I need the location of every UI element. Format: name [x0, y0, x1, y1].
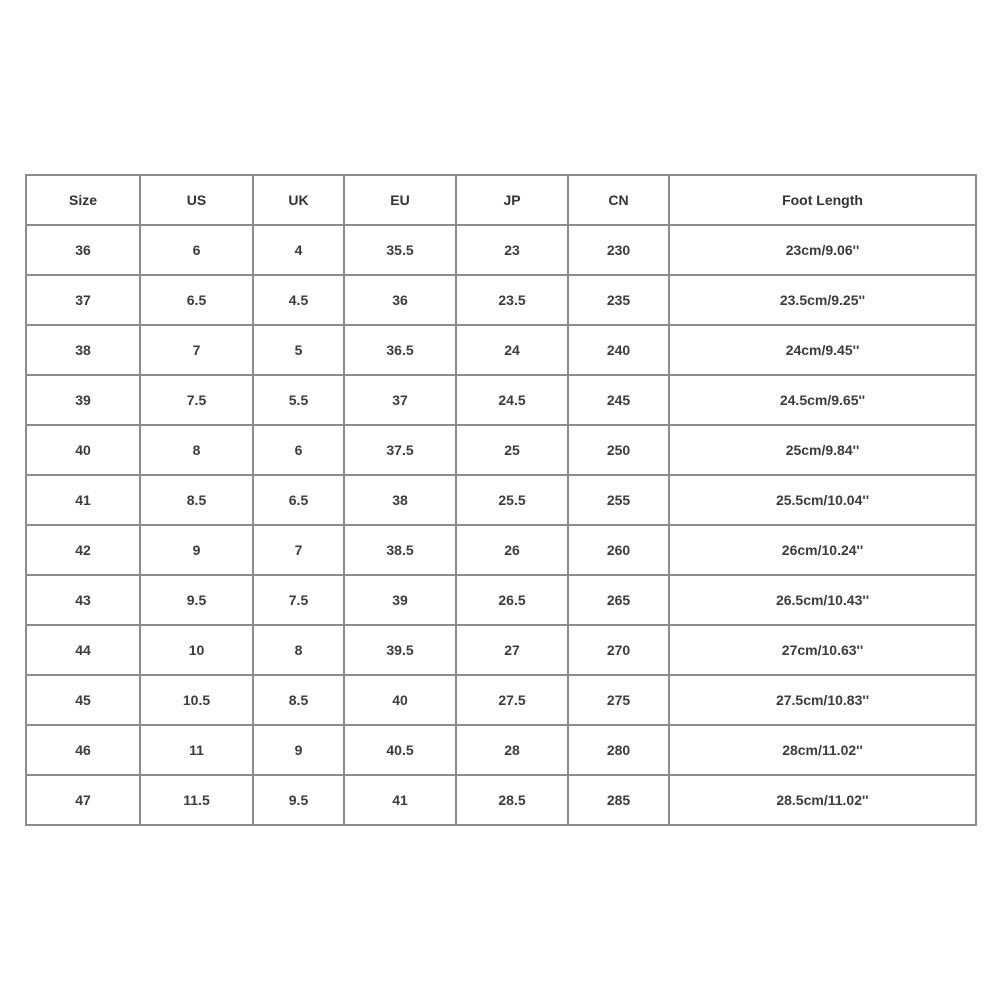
- cell-foot-length: 25.5cm/10.04'': [669, 475, 976, 525]
- cell-jp: 25.5: [456, 475, 568, 525]
- cell-foot-length: 24.5cm/9.65'': [669, 375, 976, 425]
- cell-cn: 285: [568, 775, 669, 825]
- cell-eu: 37.5: [344, 425, 456, 475]
- cell-eu: 41: [344, 775, 456, 825]
- cell-size: 41: [26, 475, 140, 525]
- cell-uk: 7: [253, 525, 344, 575]
- cell-us: 9: [140, 525, 253, 575]
- cell-jp: 23.5: [456, 275, 568, 325]
- cell-foot-length: 27cm/10.63'': [669, 625, 976, 675]
- cell-uk: 7.5: [253, 575, 344, 625]
- cell-size: 45: [26, 675, 140, 725]
- cell-uk: 9: [253, 725, 344, 775]
- cell-eu: 38: [344, 475, 456, 525]
- cell-uk: 5.5: [253, 375, 344, 425]
- cell-eu: 36.5: [344, 325, 456, 375]
- cell-jp: 24: [456, 325, 568, 375]
- cell-size: 42: [26, 525, 140, 575]
- cell-cn: 265: [568, 575, 669, 625]
- cell-eu: 37: [344, 375, 456, 425]
- cell-cn: 260: [568, 525, 669, 575]
- cell-uk: 8.5: [253, 675, 344, 725]
- header-eu: EU: [344, 175, 456, 225]
- table-row: [26, 275, 976, 325]
- cell-cn: 250: [568, 425, 669, 475]
- cell-size: 43: [26, 575, 140, 625]
- cell-jp: 28: [456, 725, 568, 775]
- cell-cn: 255: [568, 475, 669, 525]
- cell-jp: 26: [456, 525, 568, 575]
- cell-foot-length: 23.5cm/9.25'': [669, 275, 976, 325]
- cell-foot-length: 28cm/11.02'': [669, 725, 976, 775]
- cell-size: 38: [26, 325, 140, 375]
- cell-us: 6.5: [140, 275, 253, 325]
- cell-us: 8: [140, 425, 253, 475]
- table-row: [26, 625, 976, 675]
- cell-foot-length: 26cm/10.24'': [669, 525, 976, 575]
- cell-jp: 25: [456, 425, 568, 475]
- cell-foot-length: 28.5cm/11.02'': [669, 775, 976, 825]
- size-chart-table: [25, 174, 977, 826]
- cell-foot-length: 24cm/9.45'': [669, 325, 976, 375]
- cell-us: 7: [140, 325, 253, 375]
- cell-size: 46: [26, 725, 140, 775]
- cell-cn: 235: [568, 275, 669, 325]
- cell-foot-length: 26.5cm/10.43'': [669, 575, 976, 625]
- table-body: [26, 225, 976, 825]
- cell-us: 6: [140, 225, 253, 275]
- cell-uk: 4.5: [253, 275, 344, 325]
- cell-eu: 39.5: [344, 625, 456, 675]
- table-row: [26, 375, 976, 425]
- cell-jp: 23: [456, 225, 568, 275]
- table-row: [26, 675, 976, 725]
- cell-us: 9.5: [140, 575, 253, 625]
- header-row: [26, 175, 976, 225]
- cell-uk: 6: [253, 425, 344, 475]
- cell-uk: 8: [253, 625, 344, 675]
- cell-foot-length: 27.5cm/10.83'': [669, 675, 976, 725]
- table-row: [26, 475, 976, 525]
- header-jp: JP: [456, 175, 568, 225]
- cell-jp: 24.5: [456, 375, 568, 425]
- cell-size: 36: [26, 225, 140, 275]
- cell-jp: 27: [456, 625, 568, 675]
- cell-uk: 5: [253, 325, 344, 375]
- table-row: [26, 525, 976, 575]
- table-row: [26, 775, 976, 825]
- cell-jp: 28.5: [456, 775, 568, 825]
- header-size: Size: [26, 175, 140, 225]
- cell-cn: 245: [568, 375, 669, 425]
- cell-cn: 280: [568, 725, 669, 775]
- cell-cn: 270: [568, 625, 669, 675]
- cell-eu: 40.5: [344, 725, 456, 775]
- cell-jp: 27.5: [456, 675, 568, 725]
- cell-eu: 36: [344, 275, 456, 325]
- cell-us: 10: [140, 625, 253, 675]
- cell-us: 11: [140, 725, 253, 775]
- cell-size: 44: [26, 625, 140, 675]
- cell-eu: 39: [344, 575, 456, 625]
- table-row: [26, 575, 976, 625]
- cell-us: 11.5: [140, 775, 253, 825]
- cell-us: 7.5: [140, 375, 253, 425]
- table-row: [26, 225, 976, 275]
- cell-uk: 6.5: [253, 475, 344, 525]
- header-us: US: [140, 175, 253, 225]
- header-cn: CN: [568, 175, 669, 225]
- cell-uk: 4: [253, 225, 344, 275]
- cell-size: 39: [26, 375, 140, 425]
- cell-size: 47: [26, 775, 140, 825]
- cell-foot-length: 25cm/9.84'': [669, 425, 976, 475]
- cell-uk: 9.5: [253, 775, 344, 825]
- cell-foot-length: 23cm/9.06'': [669, 225, 976, 275]
- cell-cn: 240: [568, 325, 669, 375]
- table-row: [26, 325, 976, 375]
- cell-eu: 38.5: [344, 525, 456, 575]
- cell-jp: 26.5: [456, 575, 568, 625]
- table-header: [26, 175, 976, 225]
- cell-size: 37: [26, 275, 140, 325]
- header-foot-length: Foot Length: [669, 175, 976, 225]
- cell-eu: 35.5: [344, 225, 456, 275]
- cell-us: 10.5: [140, 675, 253, 725]
- table-row: [26, 725, 976, 775]
- cell-cn: 230: [568, 225, 669, 275]
- cell-eu: 40: [344, 675, 456, 725]
- header-uk: UK: [253, 175, 344, 225]
- cell-us: 8.5: [140, 475, 253, 525]
- table-row: [26, 425, 976, 475]
- cell-size: 40: [26, 425, 140, 475]
- cell-cn: 275: [568, 675, 669, 725]
